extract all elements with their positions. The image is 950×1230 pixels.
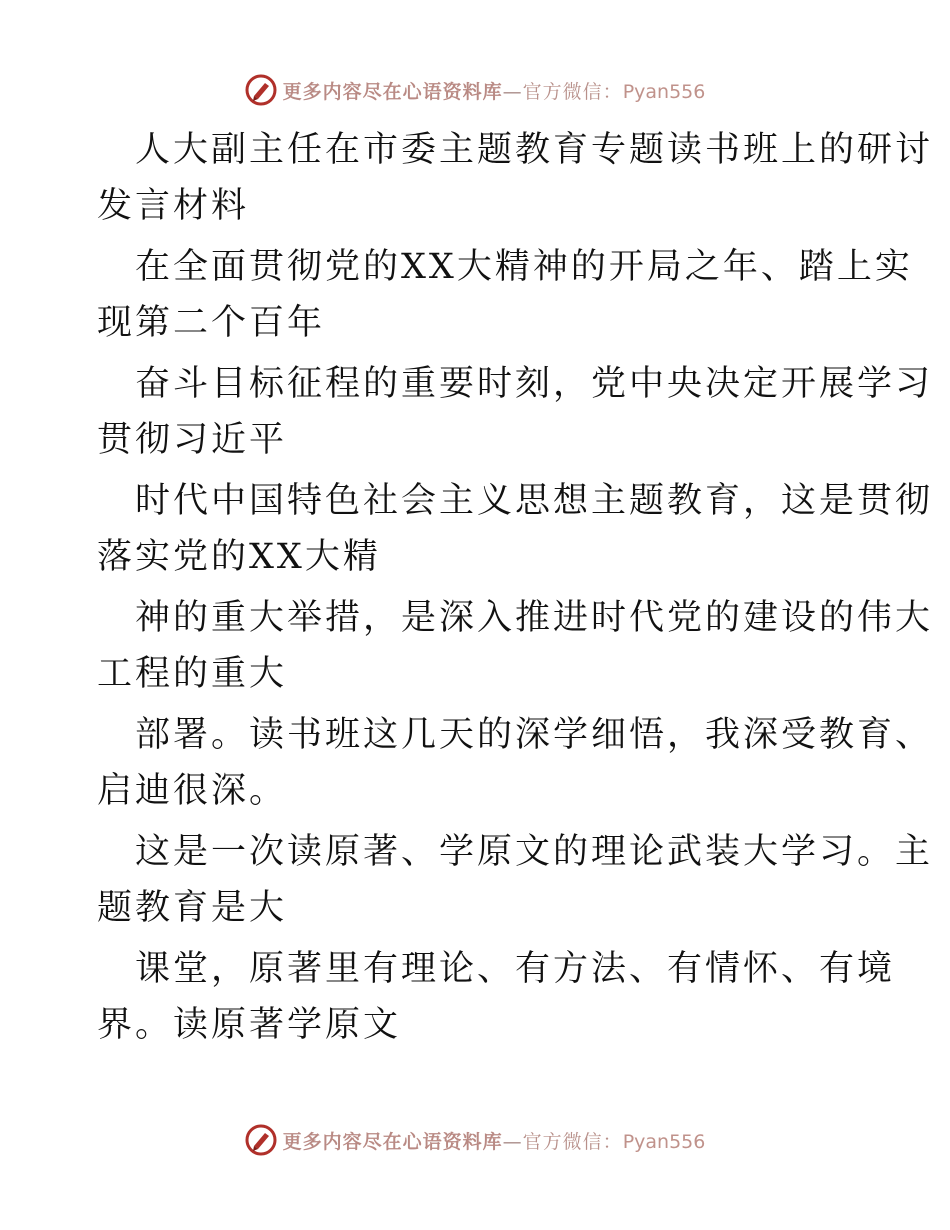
- paragraph-1: [97, 122, 934, 234]
- watermark-separator: —: [502, 1130, 523, 1153]
- paragraph-line: 工程的重大: [97, 654, 288, 694]
- watermark-id: Pyan556: [622, 1130, 706, 1153]
- paragraph-line: 现第二个百年: [97, 303, 326, 343]
- pen-logo-icon: [245, 74, 277, 106]
- paragraph-line: 启迪很深。: [97, 771, 288, 811]
- watermark-id: Pyan556: [622, 80, 706, 103]
- paragraph-4: [97, 473, 934, 585]
- paragraph-7: [97, 824, 934, 936]
- paragraph-line: 神的重大举措，是深入推进时代党的建设的伟大: [135, 598, 934, 638]
- document-body: [97, 122, 934, 1053]
- paragraph-line: 这是一次读原著、学原文的理论武装大学习。主: [135, 832, 934, 872]
- watermark-official: 官方微信：: [522, 1130, 623, 1153]
- watermark-official: 官方微信：: [522, 80, 623, 103]
- paragraph-3: [97, 356, 934, 468]
- paragraph-line: 题教育是大: [97, 888, 288, 928]
- paragraph-line: 贯彻习近平: [97, 420, 288, 460]
- paragraph-line: 课堂，原著里有理论、有方法、有情怀、有境: [135, 949, 896, 989]
- paragraph-line: 部署。读书班这几天的深学细悟，我深受教育、: [135, 715, 934, 755]
- watermark-main: 更多内容尽在心语资料库: [282, 80, 503, 103]
- watermark-text: [283, 77, 706, 104]
- watermark-separator: —: [502, 80, 523, 103]
- watermark-main: 更多内容尽在心语资料库: [282, 1130, 503, 1153]
- paragraph-line: 人大副主任在市委主题教育专题读书班上的研讨: [135, 130, 934, 170]
- footer-watermark: [0, 1120, 950, 1160]
- paragraph-line: 在全面贯彻党的XX大精神的开局之年、踏上实: [135, 247, 913, 287]
- paragraph-8: [97, 941, 896, 1053]
- paragraph-line: 发言材料: [97, 186, 250, 226]
- paragraph-6: [97, 707, 934, 819]
- watermark-text: [283, 1127, 706, 1154]
- paragraph-line: 落实党的XX大精: [97, 537, 381, 577]
- paragraph-2: [97, 239, 913, 351]
- pen-logo-icon: [245, 1124, 277, 1156]
- paragraph-line: 时代中国特色社会主义思想主题教育，这是贯彻: [135, 481, 934, 521]
- paragraph-line: 界。读原著学原文: [97, 1005, 402, 1045]
- header-watermark: [0, 70, 950, 110]
- paragraph-5: [97, 590, 934, 702]
- paragraph-line: 奋斗目标征程的重要时刻，党中央决定开展学习: [135, 364, 934, 404]
